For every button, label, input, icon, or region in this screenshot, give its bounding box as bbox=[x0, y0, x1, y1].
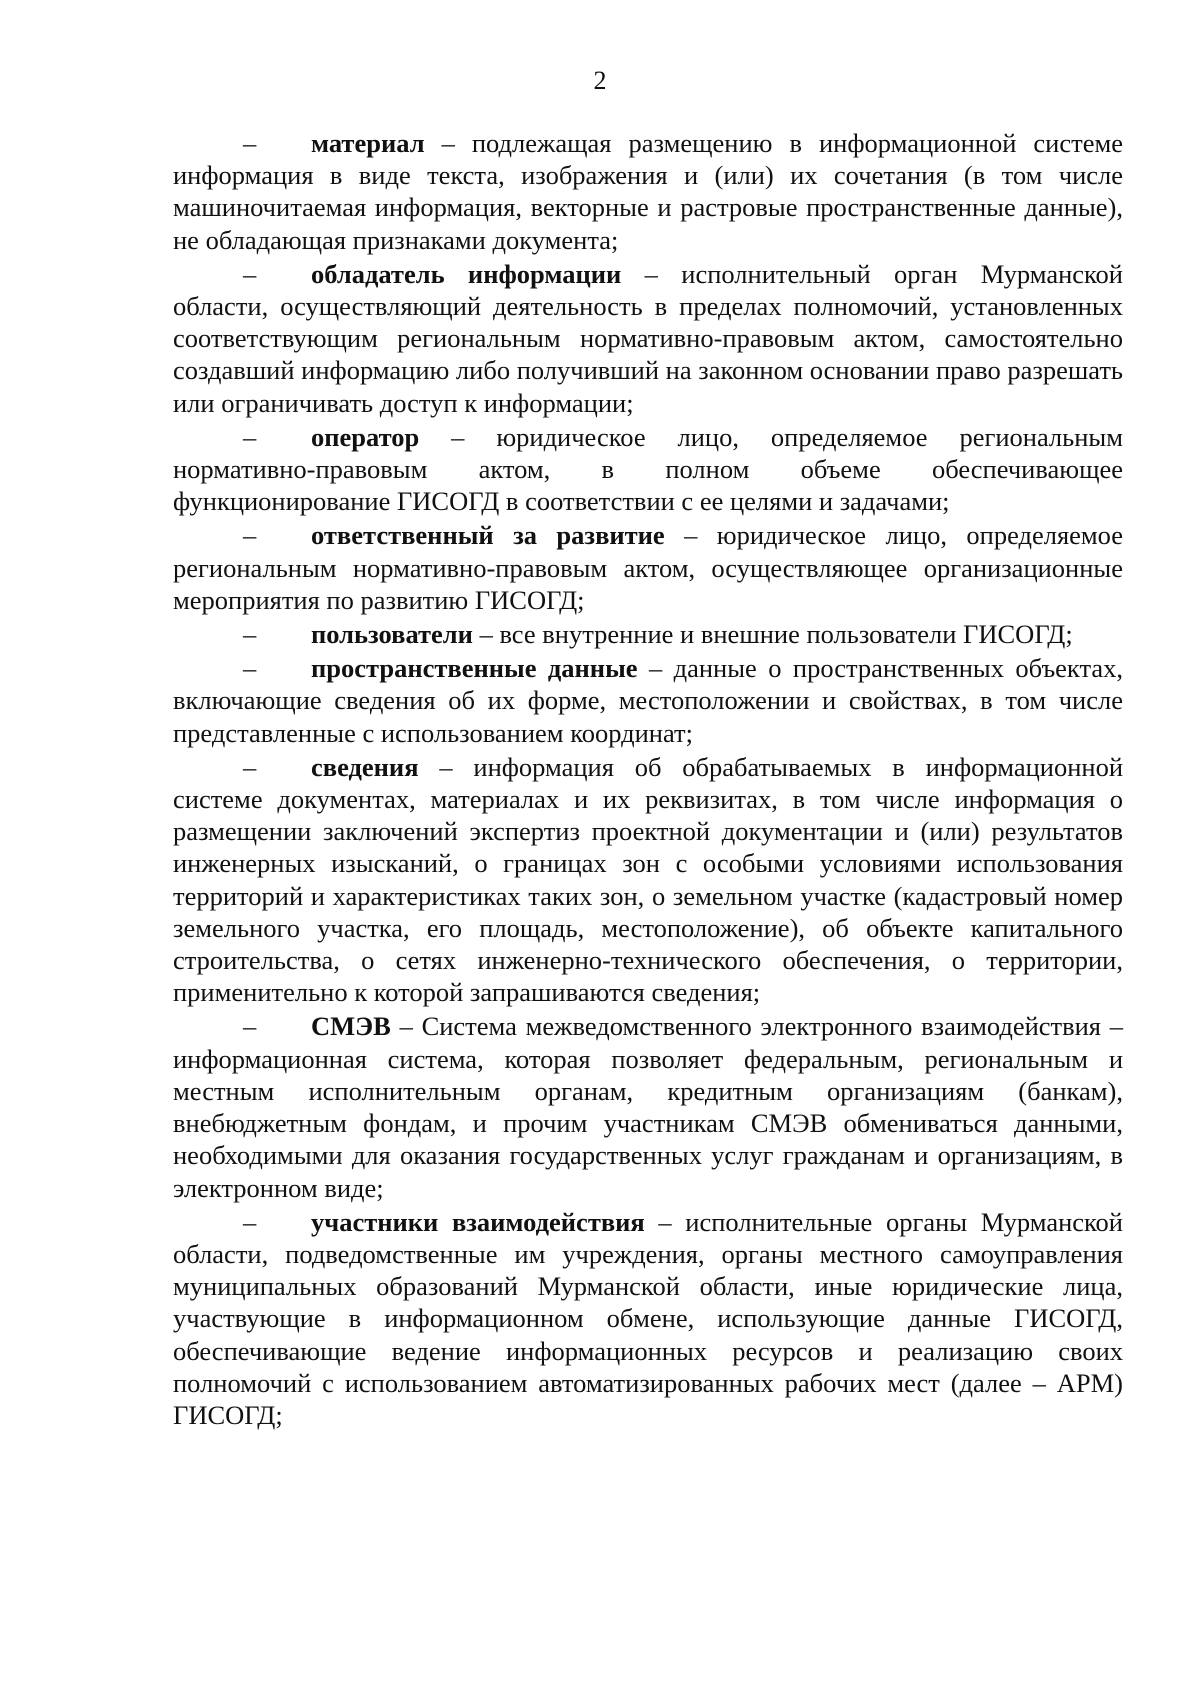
definition-operator bbox=[173, 421, 1123, 518]
term-spatial-data: пространственные данные bbox=[311, 653, 638, 684]
definition-interaction-participants bbox=[173, 1206, 1123, 1431]
list-dash: – bbox=[243, 520, 257, 551]
list-dash: – bbox=[243, 653, 257, 684]
definition-text: – исполнительный орган Мурманской области, осуществляющий деятельность в пределах полномочий, установленных соответствующим региональным нормативно-правовым актом, самостоятельно создавший информацию либо получивший на законном основании право разрешать или ограничивать доступ к информации; bbox=[173, 258, 1123, 418]
definition-users bbox=[173, 618, 1123, 650]
definition-text: – все внутренние и внешние пользователи ГИСОГД; bbox=[472, 619, 1073, 650]
term-users: пользователи bbox=[311, 619, 473, 650]
definition-text: – Система межведомственного электронного взаимодействия – информационная система, которая позволяет федеральным, региональным и местным исполнительным органам, кредитным организациям (банкам), внебюджетным фондам, и прочим участникам СМЭВ обмениваться данными, необходимыми для оказания государственных услуг гражданам и организациям, в электронном виде; bbox=[173, 1011, 1123, 1203]
definition-text: – юридическое лицо, определяемое региональным нормативно-правовым актом, осуществляющее организационные мероприятия по развитию ГИСОГД; bbox=[173, 520, 1124, 615]
definition-text: – подлежащая размещению в информационной системе информация в виде текста, изображения и (или) их сочетания (в том числе машиночитаемая информация, векторные и растровые пространственные данные), не обладающая признаками документа; bbox=[173, 128, 1123, 255]
term-operator: оператор bbox=[311, 421, 420, 452]
definition-text: – данные о пространственных объектах, включающие сведения об их форме, местоположении и свойствах, в том числе представленные с использованием координат; bbox=[173, 653, 1123, 748]
term-material: материал bbox=[311, 128, 425, 158]
term-responsible-for-development: ответственный за развитие bbox=[311, 520, 665, 551]
definition-material bbox=[173, 127, 1123, 256]
list-dash: – bbox=[243, 128, 257, 158]
definitions-list bbox=[173, 127, 1123, 1433]
list-dash: – bbox=[243, 258, 257, 289]
list-dash: – bbox=[243, 1011, 257, 1042]
term-information-owner: обладатель информации bbox=[311, 258, 622, 289]
definition-text: – исполнительные органы Мурманской области, подведомственные им учреждения, органы местного самоуправления муниципальных образований Мурманской области, иные юридические лица, участвующие в информационном обмене, использующие данные ГИСОГД, обеспечивающие ведение информационных ресурсов и реализацию своих полномочий с использованием автоматизированных рабочих мест (далее – АРМ) ГИСОГД; bbox=[173, 1206, 1123, 1430]
term-information: сведения bbox=[311, 751, 419, 782]
definition-text: – юридическое лицо, определяемое региональным нормативно-правовым актом, в полном объеме обеспечивающее функционирование ГИСОГД в соответствии с ее целями и задачами; bbox=[173, 421, 1123, 517]
definition-spatial-data bbox=[173, 652, 1123, 749]
list-dash: – bbox=[243, 421, 257, 452]
list-dash: – bbox=[243, 619, 257, 650]
definition-smev bbox=[173, 1010, 1123, 1203]
term-interaction-participants: участники взаимодействия bbox=[311, 1206, 645, 1237]
page-number: 2 bbox=[593, 66, 607, 95]
term-smev: СМЭВ bbox=[311, 1011, 391, 1042]
definition-information-owner bbox=[173, 258, 1123, 419]
definition-responsible-for-development bbox=[173, 519, 1123, 616]
list-dash: – bbox=[243, 1206, 257, 1237]
definition-text: – информация об обрабатываемых в информационной системе документах, материалах и их реквизитах, в том числе информация о размещении заключений экспертиз проектной документации и (или) результатов инженерных изысканий, о границах зон с особыми условиями использования территорий и характеристиках таких зон, о земельном участке (кадастровый номер земельного участка, его площадь, местоположение), об объекте капитального строительства, о сетях инженерно-технического обеспечения, о территории, применительно к которой запрашиваются сведения; bbox=[173, 751, 1123, 1008]
list-dash: – bbox=[243, 751, 257, 782]
definition-information bbox=[173, 751, 1123, 1009]
